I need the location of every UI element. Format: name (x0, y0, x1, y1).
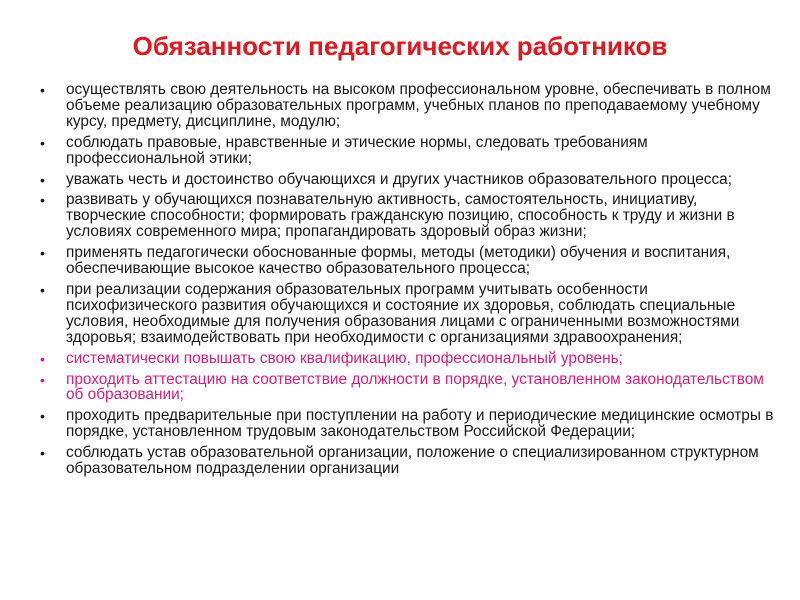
duty-item (40, 82, 780, 130)
bullet-icon: • (40, 350, 45, 367)
duty-item (40, 245, 780, 277)
duty-text: применять педагогически обоснованные формы, методы (методики) обучения и воспитания, обеспечивающие высокое качество образовательного процесса; (66, 244, 731, 278)
bullet-icon: • (40, 192, 45, 209)
duty-text: осуществлять свою деятельность на высоком профессиональном уровне, обеспечивать в полном объеме реализацию образовательных программ, учебных планов по преподаваемому учебному курсу, предмету, дисциплине, модулю; (66, 81, 771, 130)
duty-text: при реализации содержания образовательных программ учитывать особенности психофизического развития обучающихся и состояние их здоровья, соблюдать специальные условия, необходимые для получения образования лицами с ограниченными возможностями здоровья; взаимодействовать при необходимости с организациями здравоохранения; (66, 280, 740, 346)
bullet-icon: • (40, 408, 45, 425)
duty-text: соблюдать правовые, нравственные и этические нормы, следовать требованиям профессиональной этики; (66, 133, 648, 167)
slide-title: Обязанности педагогических работников (132, 31, 668, 61)
duty-item (40, 282, 780, 346)
duties-list (40, 82, 780, 482)
bullet-icon: • (40, 82, 45, 98)
bullet-icon: • (40, 171, 45, 188)
duty-item (40, 192, 780, 240)
duty-item (40, 172, 780, 188)
bullet-icon: • (40, 371, 45, 388)
duty-item (40, 351, 780, 367)
bullet-icon: • (40, 245, 45, 262)
bullet-icon: • (40, 445, 45, 462)
duty-text: развивать у обучающихся познавательную активность, самостоятельность, инициативу, творческие способности; формировать гражданскую позицию, способность к труду и жизни в условиях современного мира; пропагандировать здоровый образ жизни; (66, 191, 735, 241)
duty-text: проходить предварительные при поступлении на работу и периодические медицинские осмотры в порядке, установленном трудовым законодательством Российской Федерации; (66, 407, 774, 441)
duty-item (40, 408, 780, 440)
duty-text: уважать честь и достоинство обучающихся и других участников образовательного процесса; (66, 170, 733, 188)
duty-item (40, 445, 780, 477)
duty-item (40, 135, 780, 167)
bullet-icon: • (40, 134, 45, 151)
duty-text: проходить аттестацию на соответствие должности в порядке, установленном законодательством об образовании; (66, 370, 764, 404)
duty-item (40, 372, 780, 404)
duty-text: соблюдать устав образовательной организации, положение о специализированном структурном образовательном подразделении организации (66, 444, 759, 478)
bullet-icon: • (40, 281, 45, 298)
duty-text: систематически повышать свою квалификацию, профессиональный уровень; (66, 349, 623, 367)
